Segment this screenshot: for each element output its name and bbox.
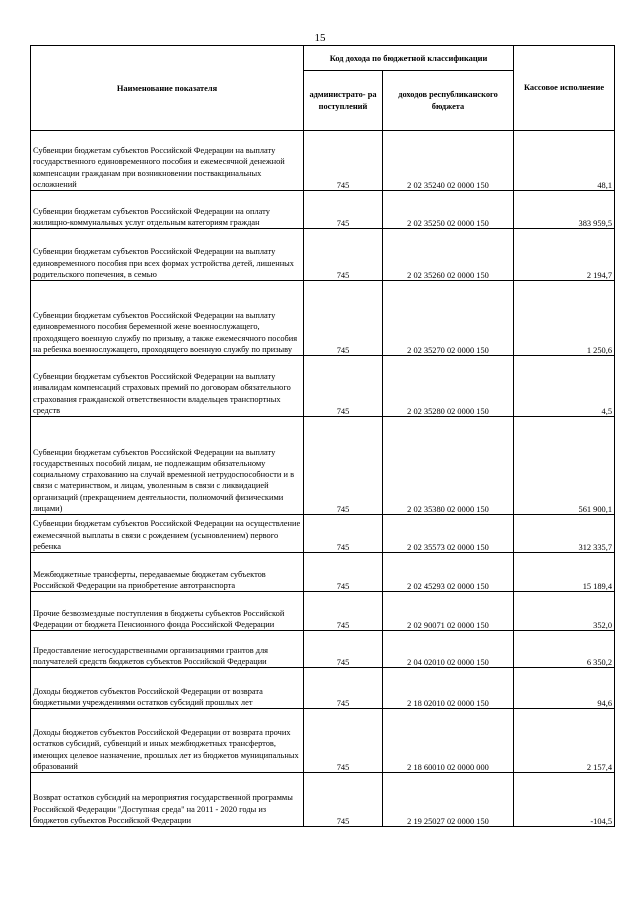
row-name: Прочие безвозмездные поступления в бюджеты субъектов Российской Федерации от бюджета Пенсионного фонда Российской Федерации: [31, 592, 304, 631]
table-row: [31, 773, 615, 827]
table-row: [31, 417, 615, 515]
row-name: Субвенции бюджетам субъектов Российской Федерации на выплату государственных пособий лицам, не подлежащим обязательному социальному страхованию на случай временной нетрудоспособности и в связи с материнством, и лицам, уволенным в связи с ликвидацией организаций (прекращением деятельности, полномочий физическими лицами): [31, 417, 304, 515]
row-amount: 4,5: [514, 356, 615, 417]
row-admin: 745: [304, 229, 383, 281]
row-amount: 352,0: [514, 592, 615, 631]
table-row: [31, 281, 615, 356]
row-code: 2 02 35573 02 0000 150: [383, 515, 514, 553]
row-code: 2 18 60010 02 0000 000: [383, 709, 514, 773]
row-name: Субвенции бюджетам субъектов Российской Федерации на выплату единовременного пособия беременной жене военнослужащего, проходящего военную службу по призыву, а также ежемесячного пособия на ребенка военнослужащего, проходящего военную службу по призыву: [31, 281, 304, 356]
header-indicator-name: Наименование показателя: [31, 46, 304, 131]
row-admin: 745: [304, 191, 383, 229]
row-admin: 745: [304, 356, 383, 417]
row-code: 2 02 35250 02 0000 150: [383, 191, 514, 229]
row-code: 2 02 45293 02 0000 150: [383, 553, 514, 592]
table-row: [31, 631, 615, 668]
row-admin: 745: [304, 592, 383, 631]
row-code: 2 02 35270 02 0000 150: [383, 281, 514, 356]
row-code: 2 02 35260 02 0000 150: [383, 229, 514, 281]
row-amount: 6 350,2: [514, 631, 615, 668]
row-name: Доходы бюджетов субъектов Российской Федерации от возврата прочих остатков субсидий, субвенций и иных межбюджетных трансфертов, имеющих целевое назначение, прошлых лет из бюджетов муниципальных образований: [31, 709, 304, 773]
row-name: Субвенции бюджетам субъектов Российской Федерации на оплату жилищно-коммунальных услуг отдельным категориям граждан: [31, 191, 304, 229]
row-name: Предоставление негосударственными организациями грантов для получателей средств бюджетов субъектов Российской Федерации: [31, 631, 304, 668]
table-row: [31, 515, 615, 553]
row-amount: 383 959,5: [514, 191, 615, 229]
row-amount: 48,1: [514, 131, 615, 191]
table-row: [31, 592, 615, 631]
row-amount: 561 900,1: [514, 417, 615, 515]
row-name: Субвенции бюджетам субъектов Российской Федерации на выплату инвалидам компенсаций страховых премий по договорам обязательного страхования гражданской ответственности владельцев транспортных средств: [31, 356, 304, 417]
table-row: [31, 131, 615, 191]
table-row: [31, 553, 615, 592]
row-amount: 15 189,4: [514, 553, 615, 592]
row-name: Межбюджетные трансферты, передаваемые бюджетам субъектов Российской Федерации на приобретение автотранспорта: [31, 553, 304, 592]
row-amount: 2 194,7: [514, 229, 615, 281]
row-admin: 745: [304, 631, 383, 668]
row-amount: 94,6: [514, 668, 615, 709]
row-code: 2 02 35240 02 0000 150: [383, 131, 514, 191]
row-code: 2 04 02010 02 0000 150: [383, 631, 514, 668]
row-code: 2 02 90071 02 0000 150: [383, 592, 514, 631]
row-admin: 745: [304, 668, 383, 709]
row-name: Доходы бюджетов субъектов Российской Федерации от возврата бюджетными учреждениями остатков субсидий прошлых лет: [31, 668, 304, 709]
row-code: 2 02 35280 02 0000 150: [383, 356, 514, 417]
table-row: [31, 709, 615, 773]
row-name: Возврат остатков субсидий на мероприятия государственной программы Российской Федерации "Доступная среда" на 2011 - 2020 годы из бюджетов субъектов Российской Федерации: [31, 773, 304, 827]
table-row: [31, 356, 615, 417]
row-amount: -104,5: [514, 773, 615, 827]
row-code: 2 19 25027 02 0000 150: [383, 773, 514, 827]
table-row: [31, 668, 615, 709]
row-admin: 745: [304, 417, 383, 515]
table-row: [31, 229, 615, 281]
row-code: 2 18 02010 02 0000 150: [383, 668, 514, 709]
row-admin: 745: [304, 281, 383, 356]
row-name: Субвенции бюджетам субъектов Российской Федерации на выплату государственного единовременного пособия и ежемесячной денежной компенсации гражданам при возникновении поствакцинальных осложнений: [31, 131, 304, 191]
row-name: Субвенции бюджетам субъектов Российской Федерации на осуществление ежемесячной выплаты в связи с рождением (усыновлением) первого ребенка: [31, 515, 304, 553]
row-name: Субвенции бюджетам субъектов Российской Федерации на выплату единовременного пособия при всех формах устройства детей, лишенных родительского попечения, в семью: [31, 229, 304, 281]
page-number: 15: [314, 32, 326, 44]
header-budget-code: доходов республиканского бюджета: [383, 71, 514, 131]
row-admin: 745: [304, 709, 383, 773]
row-admin: 745: [304, 515, 383, 553]
header-administrator: администрато- ра поступлений: [304, 71, 383, 131]
revenue-table: [30, 45, 615, 827]
row-admin: 745: [304, 773, 383, 827]
row-amount: 2 157,4: [514, 709, 615, 773]
row-code: 2 02 35380 02 0000 150: [383, 417, 514, 515]
row-amount: 312 335,7: [514, 515, 615, 553]
header-cash-execution: Кассовое исполнение: [514, 46, 615, 131]
header-code-group: Код дохода по бюджетной классификации: [304, 46, 514, 71]
row-admin: 745: [304, 131, 383, 191]
table-row: [31, 191, 615, 229]
row-admin: 745: [304, 553, 383, 592]
row-amount: 1 250,6: [514, 281, 615, 356]
